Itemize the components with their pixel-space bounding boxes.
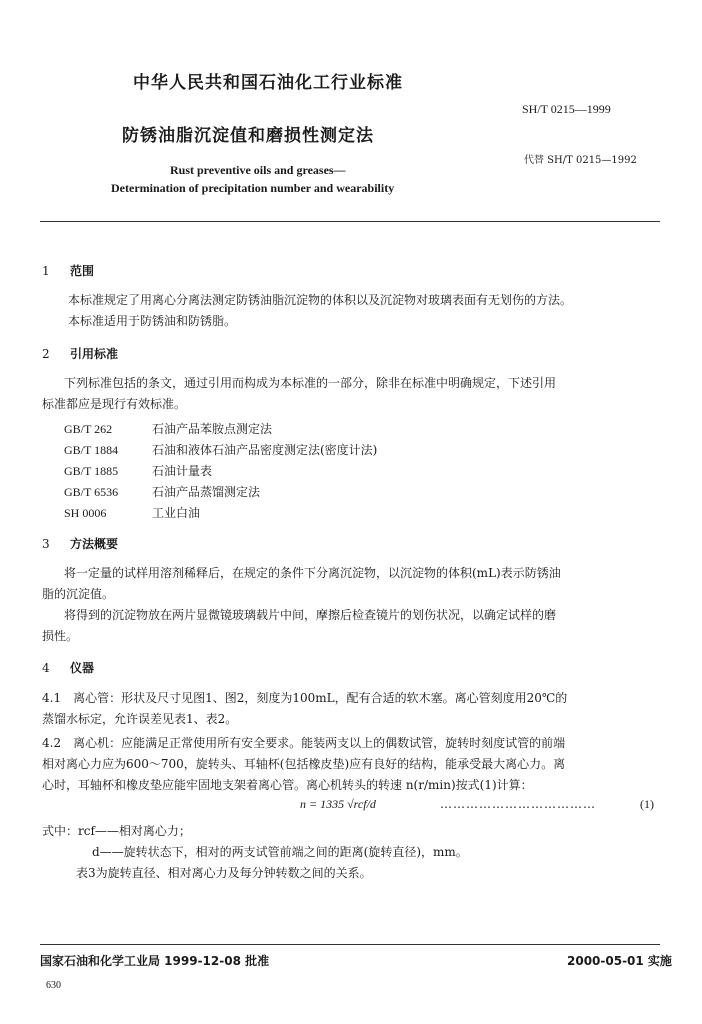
paragraph: 下列标准包括的条文，通过引用而构成为本标准的一部分，除非在标准中明确规定，下述引用 xyxy=(64,376,557,390)
clause-4-2: 4.2 离心机：应能满足正常使用所有安全要求。能装两支以上的偶数试管，旋转时刻度试管的前端 xyxy=(42,736,566,750)
paragraph: 标准都应是现行有效标准。 xyxy=(42,397,187,411)
reference-name: 石油产品苯胺点测定法 xyxy=(152,422,273,436)
section-title: 方法概要 xyxy=(70,537,119,551)
standard-number: SH/T 0215—1999 xyxy=(522,102,611,116)
reference-row xyxy=(64,462,212,479)
reference-name: 石油计量表 xyxy=(152,464,213,478)
reference-name: 石油产品蒸馏测定法 xyxy=(152,485,261,499)
reference-code: GB/T 1885 xyxy=(64,464,119,478)
document-title-en-line2: Determination of precipitation number and wearability xyxy=(111,181,395,195)
approval-line: 国家石油和化学工业局 1999-12-08 批准 xyxy=(40,954,270,968)
section-number: 1 xyxy=(42,264,50,278)
equation-number: (1) xyxy=(640,797,654,811)
paragraph: 脂的沉淀值。 xyxy=(42,587,115,601)
reference-row xyxy=(64,441,377,458)
section-title: 范围 xyxy=(70,264,95,278)
implementation-date: 2000-05-01 实施 xyxy=(567,954,672,968)
clause-4-2: 相对离心力应为600～700，旋转头、耳轴杯(包括橡皮垫)应有良好的结构，能承受最大离心力。离 xyxy=(42,757,566,771)
section-4-heading xyxy=(42,659,94,676)
section-2-heading xyxy=(42,345,118,362)
header-divider xyxy=(40,221,660,222)
industry-standard-title: 中华人民共和国石油化工行业标准 xyxy=(133,73,403,93)
clause-4-2: 心时，耳轴杯和橡皮垫应能牢固地支架着离心管。离心机转头的转速 n(r/min)按式(1)计算： xyxy=(42,778,533,792)
section-3-heading xyxy=(42,535,118,552)
section-title: 引用标准 xyxy=(70,347,119,361)
document-title-en-line1: Rust preventive oils and greases— xyxy=(170,163,346,177)
reference-row xyxy=(64,504,200,521)
reference-code: GB/T 1884 xyxy=(64,443,119,457)
paragraph: 损性。 xyxy=(42,629,79,643)
reference-code: GB/T 6536 xyxy=(64,485,119,499)
page-number: 630 xyxy=(46,980,61,991)
paragraph: 本标准适用于防锈油和防锈脂。 xyxy=(68,314,237,328)
reference-row xyxy=(64,420,272,437)
paragraph: 将得到的沉淀物放在两片显微镜玻璃载片中间，摩擦后检查镜片的划伤状况，以确定试样的磨 xyxy=(64,608,557,622)
document-title-cn: 防锈油脂沉淀值和磨损性测定法 xyxy=(122,126,374,146)
formula: n = 1335 √rcf/d xyxy=(300,797,376,811)
reference-code: GB/T 262 xyxy=(64,422,113,436)
reference-name: 工业白油 xyxy=(152,506,201,520)
clause-4-1: 4.1 离心管：形状及尺寸见图1、图2，刻度为100mL，配有合适的软木塞。离心管刻度用20℃的 xyxy=(42,691,568,705)
formula-leader-dots: ……………………………… xyxy=(440,797,596,811)
reference-row xyxy=(64,483,260,500)
variable-definition: 式中：rcf——相对离心力； xyxy=(42,824,191,838)
paragraph: 将一定量的试样用溶剂稀释后，在规定的条件下分离沉淀物，以沉淀物的体积(mL)表示防锈油 xyxy=(64,566,561,580)
section-number: 4 xyxy=(42,661,50,675)
footer-divider xyxy=(40,944,660,945)
section-number: 2 xyxy=(42,347,50,361)
section-number: 3 xyxy=(42,537,50,551)
table-note: 表3为旋转直径、相对离心力及每分钟转数之间的关系。 xyxy=(76,866,372,880)
section-1-heading xyxy=(42,262,94,279)
replaces-standard: 代替 SH/T 0215—1992 xyxy=(524,155,637,166)
reference-name: 石油和液体石油产品密度测定法(密度计法) xyxy=(152,443,378,457)
paragraph: 本标准规定了用离心分离法测定防锈油脂沉淀物的体积以及沉淀物对玻璃表面有无划伤的方法。 xyxy=(68,293,573,307)
section-title: 仪器 xyxy=(70,661,95,675)
variable-definition: d——旋转状态下，相对的两支试管前端之间的距离(旋转直径)，mm。 xyxy=(92,845,468,859)
reference-code: SH 0006 xyxy=(64,506,107,520)
clause-4-1: 蒸馏水标定，允许误差见表1、表2。 xyxy=(42,712,238,726)
